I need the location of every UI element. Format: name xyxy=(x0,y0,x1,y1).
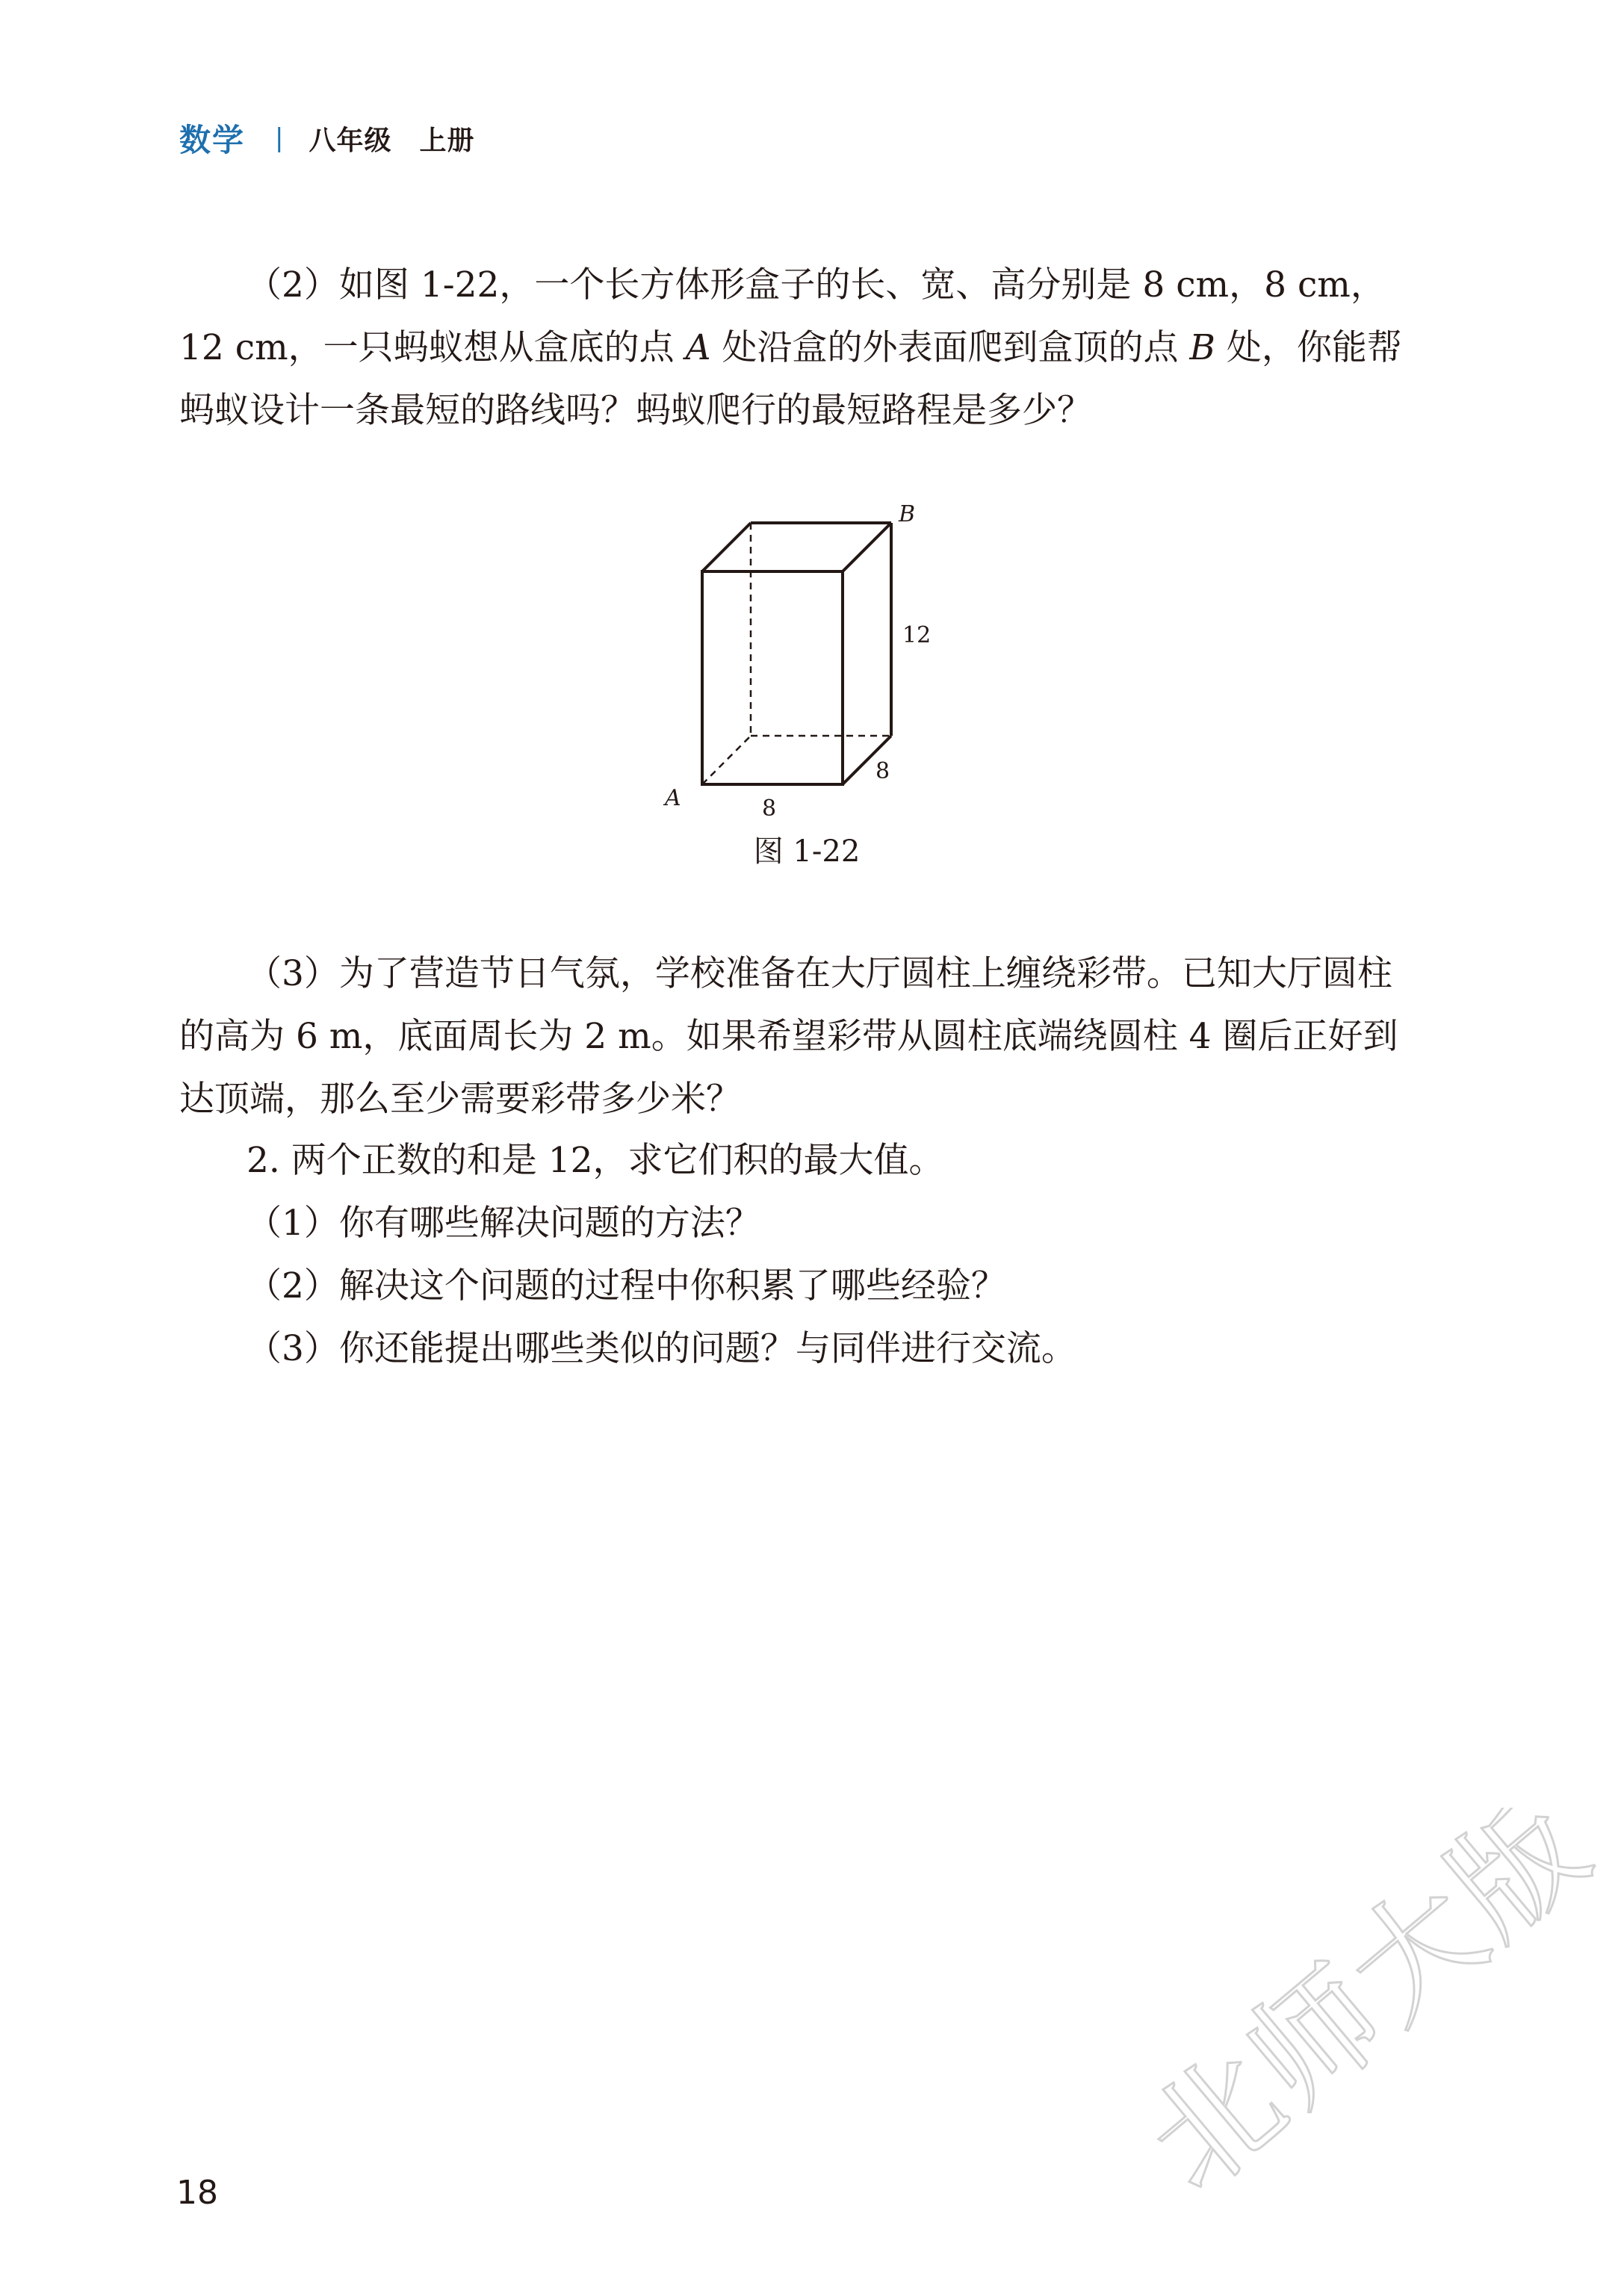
question-2-line-1: 如图 1-22，一个长方体形盒子的长、宽、高分别是 8 cm，8 cm， xyxy=(338,264,1386,306)
cuboid-figure xyxy=(650,493,964,822)
watermark-text: 北师大版 xyxy=(1128,1808,1618,2220)
cuboid-diagram xyxy=(650,493,964,822)
question-3-line-2: 的高为 6 m，底面周长为 2 m。如果希望彩带从圆柱底端绕圆柱 4 圈后正好到 xyxy=(179,1016,1398,1057)
front-face xyxy=(702,571,843,784)
question-2-paragraph xyxy=(179,254,1464,442)
header-grade: 八年级 上册 xyxy=(309,125,475,156)
label-width: 8 xyxy=(875,758,890,784)
label-b: B xyxy=(899,501,916,527)
hidden-bottom-left-edge xyxy=(702,736,751,784)
question-3-line-1: 为了营造节日气氛，学校准备在大厅圆柱上缠绕彩带。已知大厅圆柱 xyxy=(338,953,1392,994)
label-height: 12 xyxy=(902,622,932,648)
question-3-paragraph xyxy=(179,943,1464,1131)
question-3-line-3: 达顶端，那么至少需要彩带多少米？ xyxy=(179,1079,741,1120)
point-b-ref: B xyxy=(1189,327,1215,368)
question-3-label: （3） xyxy=(247,953,339,994)
page-number: 18 xyxy=(176,2174,218,2212)
problem-2-title: 2. 两个正数的和是 12，求它们积的最大值。 xyxy=(247,1140,944,1181)
publisher-watermark xyxy=(1128,1808,1624,2256)
top-left-edge xyxy=(702,523,751,571)
question-2-line-2b: 处沿盒的外表面爬到盒顶的点 xyxy=(710,327,1190,368)
problem-2-sub-1: （1）你有哪些解决问题的方法？ xyxy=(247,1203,760,1244)
watermark-graphic xyxy=(1128,1808,1624,2256)
problem-2-sub-3: （3）你还能提出哪些类似的问题？与同伴进行交流。 xyxy=(247,1328,1076,1369)
figure-caption: 图 1-22 xyxy=(753,834,861,869)
top-right-edge xyxy=(843,523,891,571)
header-subject: 数学 xyxy=(179,122,246,158)
question-2-line-3: 蚂蚁设计一条最短的路线吗？蚂蚁爬行的最短路程是多少？ xyxy=(179,390,1092,431)
problem-2-sub-2: （2）解决这个问题的过程中你积累了哪些经验？ xyxy=(247,1265,1006,1306)
header-separator: | xyxy=(275,123,284,153)
label-length: 8 xyxy=(762,796,777,822)
question-2-line-2c: 处，你能帮 xyxy=(1215,327,1402,368)
point-a-ref: A xyxy=(685,327,711,368)
question-2-label: （2） xyxy=(247,264,339,306)
label-a: A xyxy=(665,785,681,811)
page-header xyxy=(179,112,475,164)
question-2-line-2a: 12 cm，一只蚂蚁想从盒底的点 xyxy=(179,327,686,368)
